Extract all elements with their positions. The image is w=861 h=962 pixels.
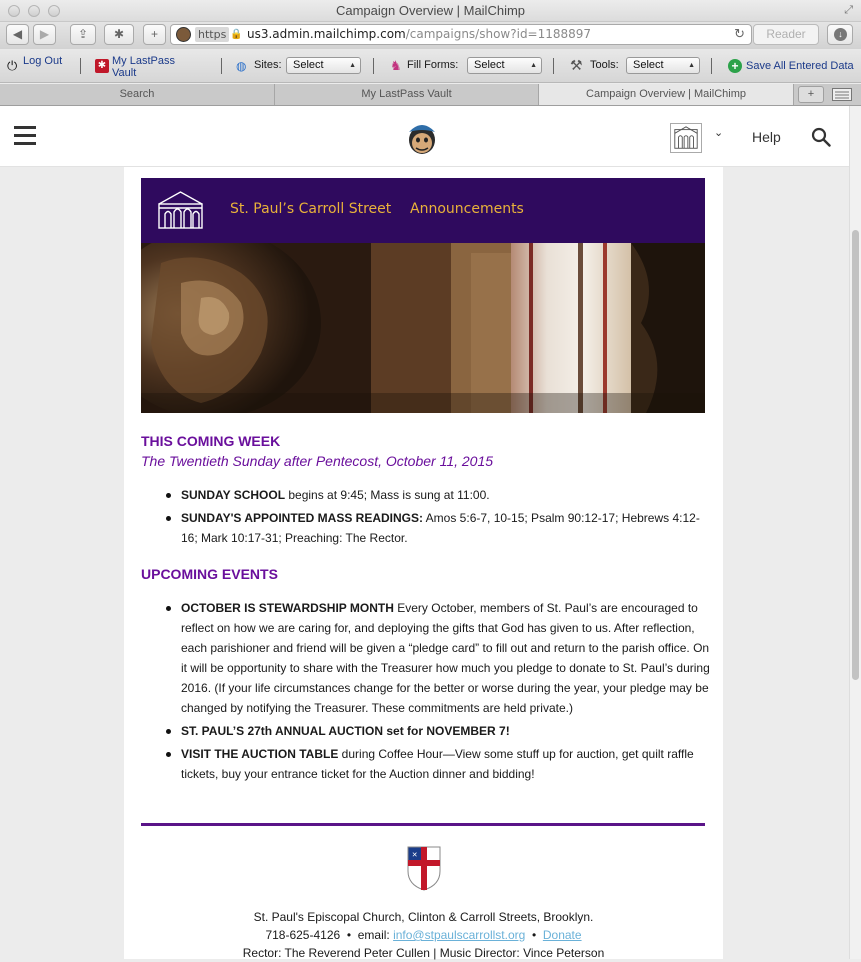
back-button[interactable]: ◀ xyxy=(6,24,29,45)
account-avatar[interactable] xyxy=(670,123,702,153)
search-icon[interactable] xyxy=(811,127,831,147)
list-item-text: Amos 5:6-7, 10-15; Psalm 90:12-17; Hebrews 4:12-16; Mark 10:17-31; Preaching: The Rector. xyxy=(181,511,700,545)
select-arrows-icon: ▲ xyxy=(688,62,695,69)
footer-staff: Rector: The Reverend Peter Cullen | Music Director: Vince Peterson xyxy=(242,946,605,960)
fullscreen-icon[interactable]: ⤢ xyxy=(844,4,853,16)
banner-title: St. Paul’s Carroll Street xyxy=(230,201,392,217)
footer-email-label: email: xyxy=(357,928,390,942)
footer-donate-link[interactable]: Donate xyxy=(542,928,582,942)
tools-label: Tools: xyxy=(590,59,619,71)
list-item-heading: SUNDAY SCHOOL xyxy=(181,488,286,502)
footer-divider xyxy=(141,823,705,826)
tab-overview-icon[interactable] xyxy=(832,88,852,101)
list-item xyxy=(181,744,711,784)
footer-email-link[interactable]: info@stpaulscarrollst.org xyxy=(393,928,526,942)
logout-link[interactable]: Log Out xyxy=(23,55,63,67)
reload-icon[interactable]: ↻ xyxy=(734,27,745,42)
episcopal-shield-icon xyxy=(406,845,442,891)
mailchimp-header xyxy=(0,106,849,167)
new-tab-button[interactable]: + xyxy=(143,24,166,45)
fill-forms-select-value: Select xyxy=(474,59,505,71)
footer-address: St. Paul's Episcopal Church, Clinton & Carroll Streets, Brooklyn. xyxy=(253,910,594,924)
fill-forms-label: Fill Forms: xyxy=(407,59,459,71)
select-arrows-icon: ▲ xyxy=(530,62,537,69)
list-item xyxy=(181,508,711,548)
list-item-text: Every October, members of St. Paul’s are encouraged to reflect on how we are caring for, and deploying the gifts that God has given to us. After reflection, each parishioner and friend will be given a “pledge card” to fill out and return to the parish office. On it will be opportunity to share with the Treasurer how much you pledge to donate to St. Paul’s during 2016. (If your life circumstances change for the better or worse during the year, your pledge may be changed by notifying the Treasurer. These commitments are held private.) xyxy=(181,601,710,715)
plus-circle-icon: + xyxy=(728,59,742,73)
list-item-heading: VISIT THE AUCTION TABLE xyxy=(181,747,339,761)
downloads-button[interactable] xyxy=(827,24,853,45)
upcoming-events-list xyxy=(181,598,711,787)
this-week-list xyxy=(181,485,711,551)
list-item-heading: OCTOBER IS STEWARDSHIP MONTH xyxy=(181,601,394,615)
page-scrollbar[interactable] xyxy=(849,106,861,959)
footer-phone: 718-625-4126 xyxy=(265,928,341,942)
url-host: us3.admin.mailchimp.com xyxy=(247,27,406,41)
svg-text:✕: ✕ xyxy=(411,851,418,859)
lastpass-icon: ✱ xyxy=(95,59,109,73)
power-icon: ⏻ xyxy=(7,58,18,73)
help-link[interactable]: Help xyxy=(752,129,781,145)
tab-campaign-overview[interactable]: Campaign Overview | MailChimp xyxy=(538,84,794,105)
list-item-heading: ST. PAUL’S 27th ANNUAL AUCTION set for NOVEMBER 7! xyxy=(181,724,510,738)
divider xyxy=(711,58,712,74)
banner-subtitle: Announcements xyxy=(410,201,524,217)
lastpass-toolbar xyxy=(0,49,861,83)
tools-select-value: Select xyxy=(633,59,664,71)
download-icon: ↓ xyxy=(834,28,847,41)
url-text xyxy=(247,25,591,44)
section-subtitle-date: The Twentieth Sunday after Pentecost, October 11, 2015 xyxy=(141,453,494,469)
fill-forms-icon: ♞ xyxy=(390,58,402,73)
fill-forms-select[interactable] xyxy=(467,57,542,74)
address-bar[interactable] xyxy=(170,24,752,45)
select-arrows-icon: ▲ xyxy=(349,62,356,69)
sites-label: Sites: xyxy=(254,59,282,71)
footer-contact: 718-625-4126 • email: info@stpaulscarrollst.org • Donate xyxy=(265,928,582,942)
email-preview xyxy=(124,167,723,959)
tools-select[interactable] xyxy=(626,57,700,74)
campaign-preview-area xyxy=(0,167,849,959)
list-item xyxy=(181,598,711,718)
divider xyxy=(553,58,554,74)
list-item xyxy=(181,721,711,741)
url-path: /campaigns/show?id=1188897 xyxy=(405,27,592,41)
tab-bar xyxy=(0,84,861,106)
list-item xyxy=(181,485,711,505)
reader-button[interactable]: Reader xyxy=(753,24,819,45)
tab-lastpass-vault[interactable]: My LastPass Vault xyxy=(274,84,538,105)
menu-icon[interactable] xyxy=(14,126,36,146)
window-titlebar xyxy=(0,0,861,22)
sites-select[interactable] xyxy=(286,57,361,74)
globe-icon: ◍ xyxy=(236,59,247,73)
divider xyxy=(373,58,374,74)
section-title-upcoming-events: UPCOMING EVENTS xyxy=(141,566,278,582)
list-item-heading: SUNDAY'S APPOINTED MASS READINGS: xyxy=(181,511,423,525)
hero-illustration xyxy=(141,243,705,413)
hero-image xyxy=(141,243,705,413)
divider xyxy=(221,58,222,74)
forward-button[interactable]: ▶ xyxy=(33,24,56,45)
browser-toolbar xyxy=(0,22,861,49)
favicon-icon xyxy=(176,27,191,42)
window-title: Campaign Overview | MailChimp xyxy=(335,3,526,18)
scrollbar-thumb[interactable] xyxy=(852,230,859,680)
section-title-this-week: THIS COMING WEEK xyxy=(141,433,281,449)
tab-search[interactable]: Search xyxy=(119,88,155,100)
church-logo-icon xyxy=(157,190,204,230)
list-item-text: during Coffee Hour—View some stuff up for auction, get quilt raffle tickets, buy your entrance ticket for the Auction dinner and bidding! xyxy=(181,747,694,781)
share-icon[interactable]: ⇪ xyxy=(70,24,96,45)
mailchimp-logo[interactable] xyxy=(405,120,439,156)
sites-select-value: Select xyxy=(293,59,324,71)
email-banner xyxy=(141,178,705,243)
extensions-icon[interactable]: ✱ xyxy=(104,24,134,45)
footer-text xyxy=(124,908,723,962)
add-tab-button[interactable]: + xyxy=(798,86,824,103)
list-item-text: begins at 9:45; Mass is sung at 11:00. xyxy=(285,488,490,502)
chevron-down-icon[interactable]: ⌄ xyxy=(714,127,724,139)
divider xyxy=(80,58,81,74)
save-all-data-link[interactable]: Save All Entered Data xyxy=(746,60,854,72)
tools-icon: ⚒ xyxy=(570,57,583,73)
lastpass-vault-link[interactable]: My LastPass Vault xyxy=(112,55,175,79)
url-protocol: https xyxy=(195,27,229,42)
lock-icon: 🔒 xyxy=(230,29,243,40)
